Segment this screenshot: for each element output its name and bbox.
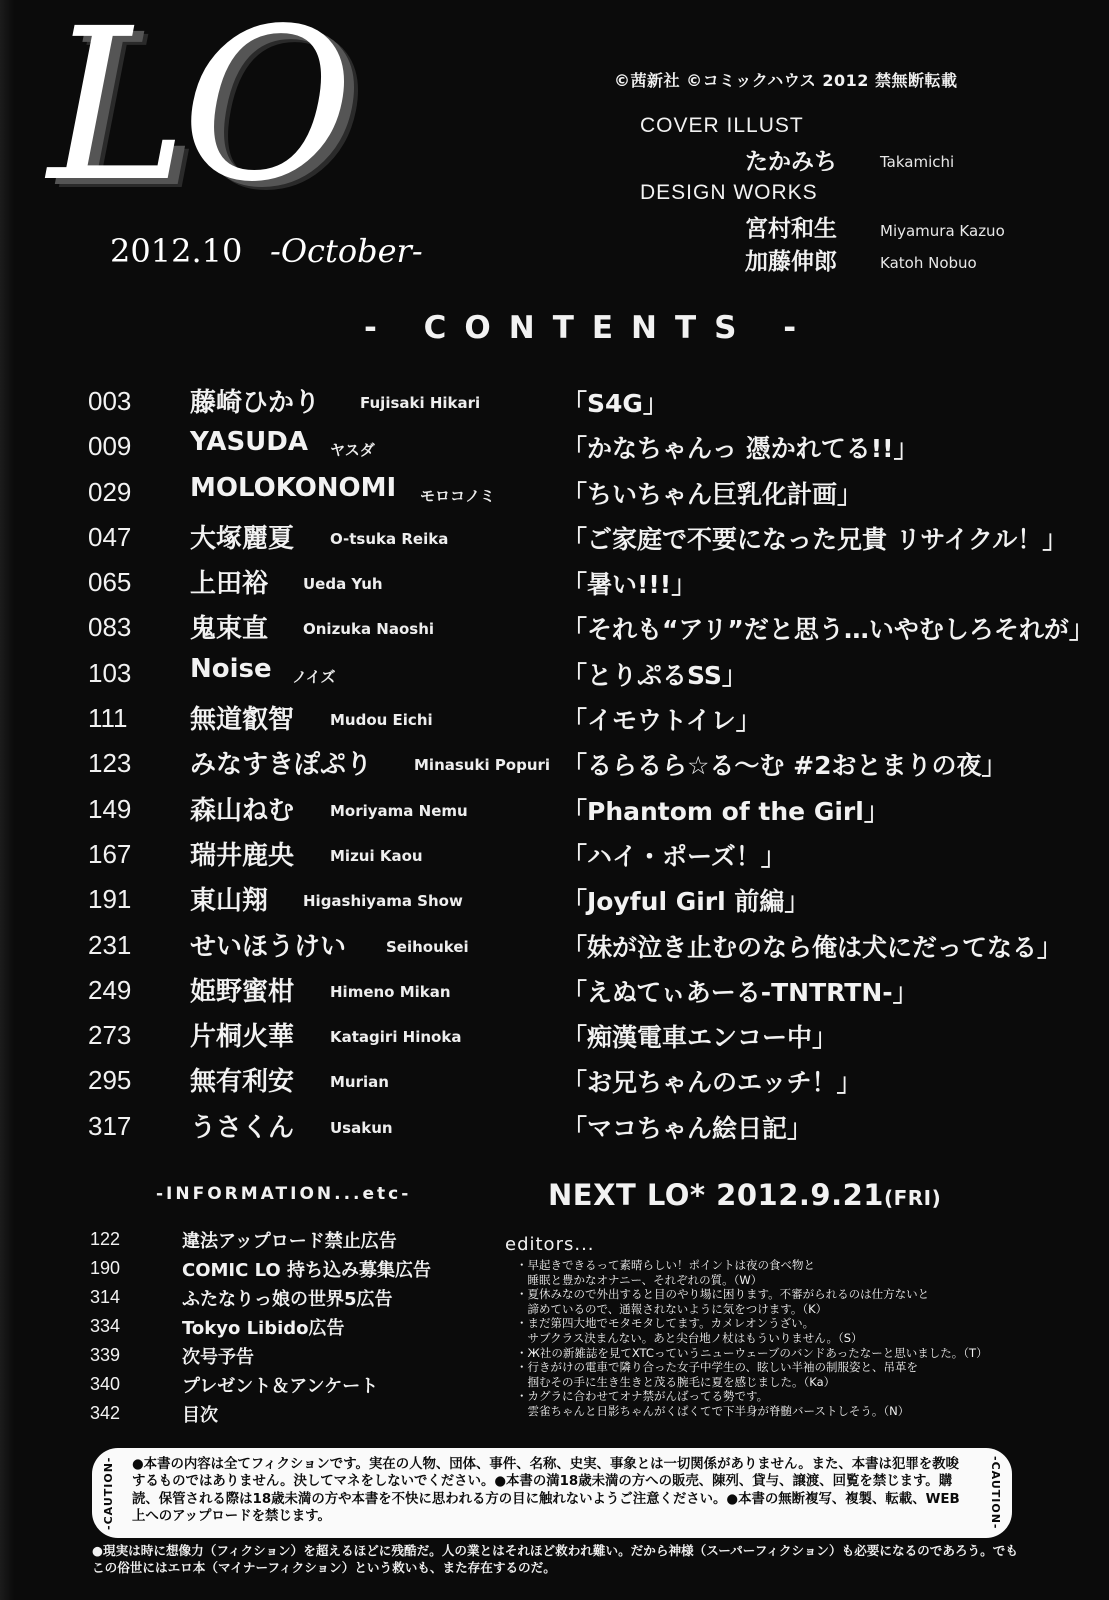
toc-author: YASUDA	[190, 427, 309, 458]
information-label: 違法アップロード禁止広告	[182, 1231, 397, 1252]
toc-story-title: 「痴漢電車エンコー中」	[562, 1023, 838, 1053]
toc-story-title: 「マコちゃん絵日記」	[562, 1113, 813, 1143]
next-issue-day: (FRI)	[883, 1186, 942, 1210]
toc-page-number: 123	[88, 748, 132, 779]
copyright-notice: ©茜新社 ©コミックハウス 2012 禁無断転載	[614, 71, 958, 90]
toc-author: 無道叡智	[190, 705, 295, 736]
toc-row	[0, 380, 1109, 425]
toc-page-number: 249	[88, 974, 132, 1005]
footer-note: ●現実は時に想像力（フィクション）を超えるほどに残酷だ。人の業とはそれほど救われ難い。だから神様（スーパーフィクション）も必要になるのであろう。でもこの俗世にはエロ本（マイナーフィクション）という救いも、また存在するのだ。	[92, 1543, 1018, 1575]
toc-row	[0, 742, 1109, 787]
toc-author-reading: Moriyama Nemu	[330, 801, 468, 820]
editor-note-line: ・早起きできるって素晴らしい！ポイントは夜の食べ物と	[516, 1258, 815, 1272]
toc-row	[0, 788, 1109, 833]
information-list	[90, 1226, 510, 1429]
toc-author-reading: Seihoukei	[386, 937, 469, 956]
toc-author: 藤崎ひかり	[190, 388, 321, 418]
toc-story-title: 「それも“アリ”だと思う…いやむしろそれが」	[562, 615, 1094, 645]
toc-page-number: 111	[88, 703, 128, 734]
information-label: ふたなりっ娘の世界5広告	[182, 1289, 393, 1310]
toc-author: みなすきぽぷり	[190, 750, 373, 781]
toc-page-number: 149	[88, 793, 132, 824]
toc-story-title: 「暑い!!!」	[562, 570, 697, 600]
toc-page-number: 103	[88, 657, 132, 688]
issue-month: -October-	[270, 232, 423, 270]
toc-author: うさくん	[190, 1112, 295, 1143]
toc-author-reading: Usakun	[330, 1118, 393, 1137]
caution-text: ●本書の内容は全てフィクションです。実在の人物、団体、事件、名称、史実、事象とは一切関係がありません。また、本書は犯罪を教唆するものではありません。決してマネをしないでください。●本書の満18歳未満の方への販売、陳列、貸与、譲渡、回覧を禁じます。購読、保管される際は18歳未満の方や本書を不快に思われる方の目に触れないようご注意ください。●本書の無断複写、複製、転載、WEB上へのアップロードを禁じます。	[132, 1457, 960, 1525]
toc-author: 瑞井鹿央	[190, 840, 295, 871]
contents-heading: - CONTENTS -	[364, 310, 815, 346]
toc-page-number: 191	[88, 884, 132, 915]
information-page-number: 339	[90, 1345, 121, 1365]
information-item	[90, 1255, 510, 1284]
toc-row	[0, 1014, 1109, 1059]
toc-author-reading: Murian	[330, 1073, 389, 1092]
toc-author-reading: Onizuka Naoshi	[303, 620, 435, 639]
toc-author: Noise	[190, 653, 272, 684]
designer-2-ja: 加藤伸郎	[745, 249, 837, 275]
design-works-label: DESIGN WORKS	[640, 181, 818, 204]
toc-story-title: 「ご家庭で不要になった兄貴 リサイクル！」	[562, 524, 1068, 554]
editor-note-line: 睡眠と豊かなオナニー、それぞれの質。（W）	[516, 1272, 763, 1287]
toc-row	[0, 697, 1109, 742]
toc-page-number: 009	[88, 431, 132, 462]
toc-author: 東山翔	[190, 886, 269, 917]
toc-story-title: 「お兄ちゃんのエッチ！」	[562, 1068, 862, 1098]
editors-heading: editors...	[505, 1234, 595, 1255]
toc-row	[0, 878, 1109, 923]
designer-1-ja: 宮村和生	[745, 216, 837, 242]
editor-note-line: ・まだ第四大地でモタモタしてます。カメレオンうざい。	[516, 1316, 815, 1331]
toc-author-reading: Mudou Eichi	[330, 711, 433, 730]
information-page-number: 122	[90, 1229, 121, 1249]
information-label: Tokyo Libido広告	[182, 1318, 345, 1339]
information-page-number: 334	[90, 1316, 121, 1336]
editor-note-line: 掴むその手に生き生きと茂る腕毛に夏を感じました。（Ka）	[516, 1374, 836, 1389]
caution-side-label-left: -CAUTION-	[102, 1456, 115, 1530]
editor-note-line: ・夏休みなので外出すると目のやり場に困ります。不審がられるのは仕方ないと	[516, 1287, 930, 1302]
toc-page-number: 047	[88, 521, 132, 552]
toc-row	[0, 1105, 1109, 1150]
information-label: 次号予告	[182, 1347, 254, 1368]
toc-story-title: 「ちいちゃん巨乳化計画」	[562, 479, 863, 509]
editor-note-line: ・カグラに合わせてオナ禁がんばってる勢です。	[516, 1389, 769, 1404]
toc-author-reading: モロコノミ	[420, 486, 496, 505]
toc-author-reading: ノイズ	[292, 667, 336, 686]
information-item	[90, 1371, 510, 1400]
next-issue-label: NEXT LO* 2012.9.21	[548, 1178, 884, 1212]
toc-row	[0, 516, 1109, 561]
toc-page-number: 167	[88, 838, 132, 869]
information-item	[90, 1284, 510, 1313]
toc-page-number: 065	[88, 567, 132, 598]
toc-story-title: 「S4G」	[562, 389, 668, 418]
toc-page-number: 029	[88, 476, 132, 507]
toc-page-number: 003	[88, 386, 132, 416]
magazine-logo: LO	[48, 0, 348, 228]
information-page-number: 340	[90, 1374, 121, 1394]
toc-author: 大塚麗夏	[190, 523, 295, 554]
toc-author: MOLOKONOMI	[190, 472, 397, 503]
editor-note-line: ・Ж社の新雑誌を見てXTCっていうニューウェーブのバンドあったなーと思いました。（T）	[516, 1345, 988, 1360]
toc-author-reading: ヤスダ	[330, 441, 375, 460]
toc-story-title: 「Phantom of the Girl」	[562, 796, 889, 826]
toc-row	[0, 652, 1109, 697]
table-of-contents	[0, 380, 1109, 1150]
toc-row	[0, 425, 1109, 470]
caution-box	[92, 1448, 1012, 1538]
caution-side-label-right: -CAUTION-	[989, 1456, 1002, 1530]
cover-artist-en: Takamichi	[880, 153, 955, 171]
toc-author-reading: O-tsuka Reika	[330, 529, 449, 548]
toc-author: 鬼束直	[190, 614, 269, 645]
toc-row	[0, 1059, 1109, 1104]
toc-story-title: 「イモウトイレ」	[562, 706, 761, 736]
information-item	[90, 1313, 510, 1342]
toc-author: せいほうけい	[190, 931, 347, 962]
toc-story-title: 「えぬてぃあーる-TNTRTN-」	[562, 977, 918, 1007]
information-item	[90, 1226, 510, 1255]
toc-story-title: 「ハイ・ポーズ！」	[562, 841, 786, 871]
information-item	[90, 1342, 510, 1371]
toc-row	[0, 561, 1109, 606]
toc-row	[0, 969, 1109, 1014]
information-label: COMIC LO 持ち込み募集広告	[182, 1260, 431, 1281]
editor-note-line: 雲雀ちゃんと日影ちゃんがくぱくてで下半身が脊髄バーストしそう。（N）	[516, 1403, 910, 1418]
toc-page-number: 083	[88, 612, 132, 643]
information-page-number: 314	[90, 1287, 121, 1307]
toc-page-number: 231	[88, 929, 132, 960]
cover-artist-ja: たかみち	[745, 149, 837, 175]
toc-author-reading: Mizui Kaou	[330, 846, 423, 865]
toc-author: 無有利安	[190, 1067, 295, 1098]
toc-row	[0, 833, 1109, 878]
information-label: 目次	[182, 1405, 218, 1426]
next-issue-date	[548, 1178, 941, 1212]
toc-author: 片桐火華	[190, 1022, 295, 1053]
toc-row	[0, 471, 1109, 516]
editors-notes	[516, 1258, 1036, 1419]
toc-author-reading: Katagiri Hinoka	[330, 1028, 462, 1047]
editor-note-line: サブクラス決まんない。あと尖台地ノ杖はもういりません。（S）	[516, 1330, 863, 1345]
toc-story-title: 「るらるら☆る～む #2おとまりの夜」	[562, 751, 1007, 781]
toc-page-number: 295	[88, 1065, 132, 1096]
toc-row	[0, 924, 1109, 969]
toc-page-number: 317	[88, 1110, 132, 1141]
issue-number: 2012.10	[110, 232, 243, 270]
designer-2-en: Katoh Nobuo	[880, 254, 977, 272]
designer-1-en: Miyamura Kazuo	[880, 222, 1005, 240]
editor-note-line: 諦めているので、通報されないように気をつけます。（K）	[516, 1301, 828, 1316]
cover-illust-label: COVER ILLUST	[640, 114, 804, 137]
information-page-number: 342	[90, 1403, 121, 1423]
information-label: プレゼント＆アンケート	[182, 1376, 379, 1397]
toc-story-title: 「とりぷるSS」	[562, 660, 747, 690]
toc-author-reading: Higashiyama Show	[303, 892, 463, 911]
editor-note-line: ・行きがけの電車で隣り合った女子中学生の、眩しい半袖の制服姿と、吊革を	[516, 1360, 919, 1375]
toc-story-title: 「Joyful Girl 前編」	[562, 887, 810, 917]
toc-author: 姫野蜜柑	[190, 976, 295, 1007]
toc-author: 上田裕	[190, 569, 269, 600]
information-item	[90, 1400, 510, 1429]
toc-author-reading: Ueda Yuh	[303, 575, 383, 594]
toc-author-reading: Minasuki Popuri	[414, 756, 551, 775]
toc-author: 森山ねむ	[190, 795, 295, 826]
toc-author-reading: Himeno Mikan	[330, 982, 451, 1001]
information-page-number: 190	[90, 1258, 121, 1278]
toc-author-reading: Fujisaki Hikari	[360, 394, 481, 412]
toc-story-title: 「かなちゃんっ 憑かれてる!!」	[562, 434, 919, 464]
toc-story-title: 「妹が泣き止むのなら俺は犬にだってなる」	[562, 932, 1063, 962]
information-heading: -INFORMATION...etc-	[156, 1184, 412, 1204]
toc-page-number: 273	[88, 1020, 132, 1051]
toc-row	[0, 606, 1109, 651]
